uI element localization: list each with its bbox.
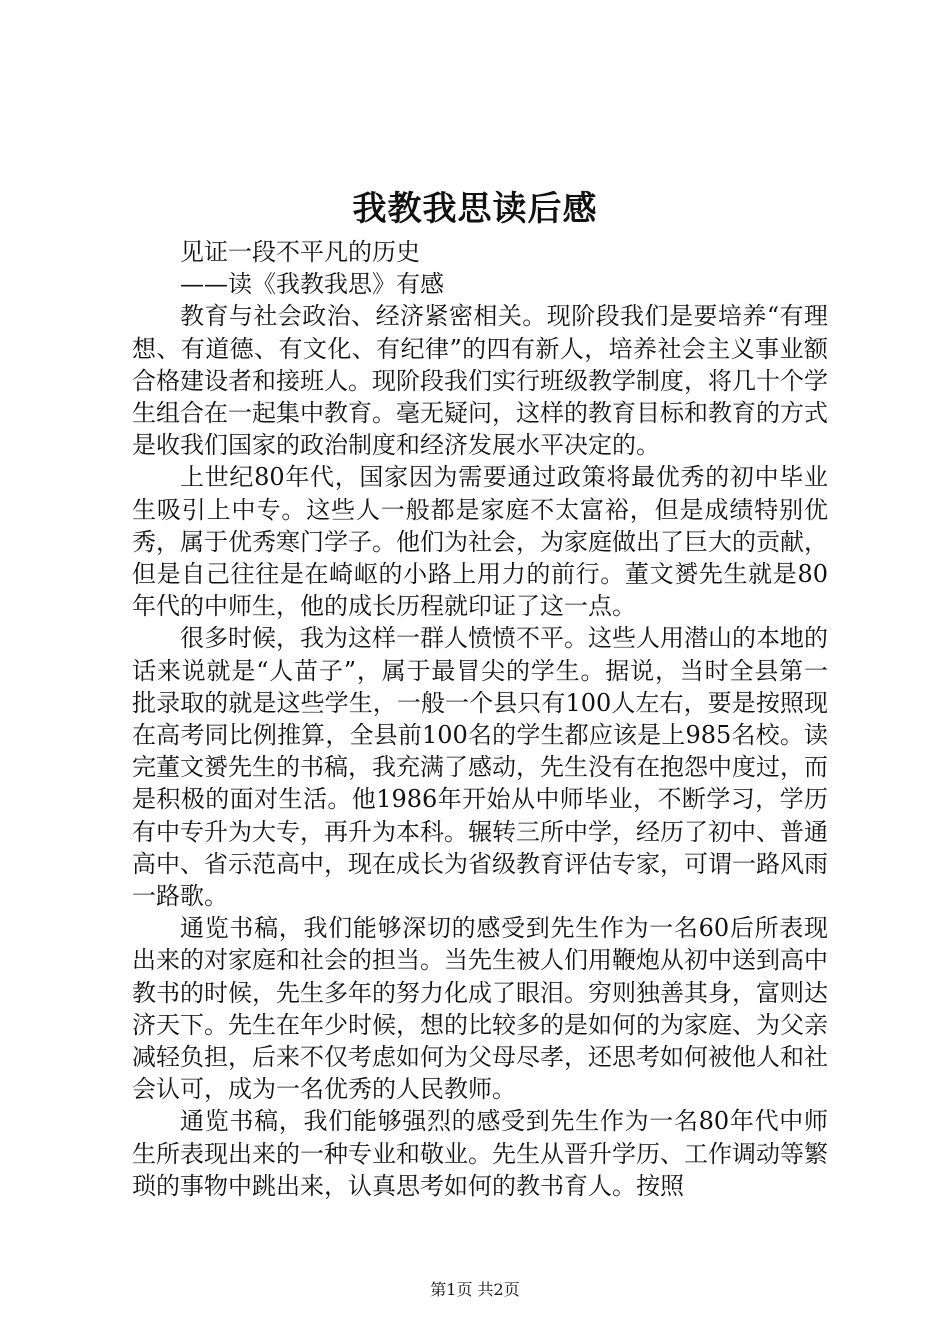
paragraph: 很多时候，我为这样一群人愤愤不平。这些人用潜山的本地的话来说就是“人苗子”，属于最冒尖的学生。据说，当时全县第一批录取的就是这些学生，一般一个县只有100人左右，要是按照现在高考同比例推算，全县前100名的学生都应该是上985名校。读完董文赟先生的书稿，我充满了感动，先生没有在抱怨中度过，而是积极的面对生活。他1986年开始从中师毕业，不断学习，学历有中专升为大专，再升为本科。辗转三所中学，经历了初中、普通高中、省示范高中，现在成长为省级教育评估专家，可谓一路风雨一路歌。 [132, 624, 828, 911]
subtitle-line: 见证一段不平凡的历史 [180, 238, 420, 266]
paragraph: 通览书稿，我们能够强烈的感受到先生作为一名80年代中师生所表现出来的一种专业和敬业。先生从晋升学历、工作调动等繁琐的事物中跳出来，认真思考如何的教书育人。按照 [132, 1107, 828, 1200]
paragraph: 上世纪80年代，国家因为需要通过政策将最优秀的初中毕业生吸引上中专。这些人一般都是家庭不太富裕，但是成绩特别优秀，属于优秀寒门学子。他们为社会，为家庭做出了巨大的贡献，但是自己往往是在崎岖的小路上用力的前行。董文赟先生就是80年代的中师生，他的成长历程就印证了这一点。 [132, 463, 828, 621]
paragraph: 教育与社会政治、经济紧密相关。现阶段我们是要培养“有理想、有道德、有文化、有纪律”的四有新人，培养社会主义事业额合格建设者和接班人。现阶段我们实行班级教学制度，将几十个学生组合在一起集中教育。毫无疑问，这样的教育目标和教育的方式是收我们国家的政治制度和经济发展水平决定的。 [132, 302, 828, 460]
paragraph: 通览书稿，我们能够深切的感受到先生作为一名60后所表现出来的对家庭和社会的担当。当先生被人们用鞭炮从初中送到高中教书的时候，先生多年的努力化成了眼泪。穷则独善其身，富则达济天下。先生在年少时候，想的比较多的是如何的为家庭、为父亲减轻负担，后来不仅考虑如何为父母尽孝，还思考如何被他人和社会认可，成为一名优秀的人民教师。 [132, 914, 828, 1104]
page-number-footer: 第1页 共2页 [430, 1280, 520, 1299]
document-title: 我教我思读后感 [352, 189, 598, 229]
subtitle-line: ——读《我教我思》有感 [180, 270, 444, 299]
document-body [132, 236, 828, 1202]
